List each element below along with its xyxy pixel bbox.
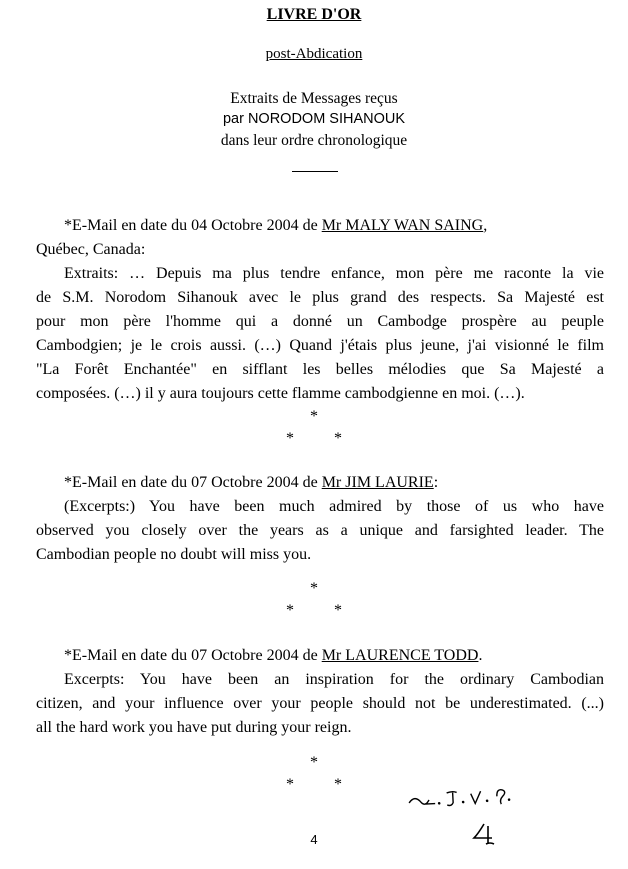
star-pair: * * — [286, 776, 360, 793]
entry-location: Québec, Canada: — [36, 241, 146, 258]
entry-line: Cambodgien; je le crois aussi. (…) Quand j'étais plus jeune, j'ai visionné le film — [36, 337, 604, 354]
entry-line: composées. (…) il y aura toujours cette flamme cambodgienne en moi. (…). — [36, 385, 525, 402]
entry-prefix: *E-Mail en date du 07 Octobre 2004 de — [64, 647, 322, 664]
page-subtitle: post-Abdication — [265, 46, 363, 62]
entry-suffix: . — [478, 647, 483, 664]
entry-line: observed you closely over the years as a unique and farsighted leader. The — [36, 522, 604, 539]
star-pair: * * — [286, 602, 360, 619]
separator-stars — [0, 578, 628, 622]
entry-line: (Excerpts:) You have been much admired by those of us who have — [64, 498, 604, 515]
sender-name: Mr JIM LAURIE — [321, 474, 434, 491]
separator-stars — [0, 406, 628, 450]
entry-heading — [36, 644, 604, 668]
page-title: LIVRE D'OR — [266, 6, 362, 23]
entry-line: pour mon père l'homme qui a donné un Cambodge prospère au peuple — [36, 313, 604, 330]
intro-line: Extraits de Messages reçus — [230, 90, 398, 107]
entry-line: de S.M. Norodom Sihanouk avec le plus grand des respects. Sa Majesté est — [36, 289, 604, 306]
sender-name: Mr LAURENCE TODD — [321, 647, 479, 664]
star-pair: * * — [286, 430, 360, 447]
signature-scribble-icon — [404, 781, 525, 813]
entry-heading — [36, 471, 604, 495]
entry-jim-laurie — [36, 471, 604, 567]
entry-line: citizen, and your influence over your people should not be underestimated. (...) — [36, 695, 604, 712]
signature — [404, 781, 525, 818]
intro-line: par NORODOM SIHANOUK — [222, 111, 406, 127]
intro-block — [0, 88, 628, 151]
star: * — [310, 580, 318, 597]
entry-line: Excerpts: You have been an inspiration for the ordinary Cambodian — [64, 671, 604, 688]
entry-laurence-todd — [36, 644, 604, 740]
sender-name: Mr MALY WAN SAING — [321, 217, 484, 234]
entry-prefix: *E-Mail en date du 04 Octobre 2004 de — [64, 217, 322, 234]
intro-line: dans leur ordre chronologique — [220, 132, 408, 149]
entry-line: Extraits: … Depuis ma plus tendre enfance, mon père me raconte la vie — [64, 265, 604, 282]
entry-heading — [36, 214, 604, 238]
entry-suffix: : — [433, 474, 439, 491]
star: * — [310, 754, 318, 771]
entry-line: all the hard work you have put during your reign. — [36, 719, 352, 736]
divider — [292, 171, 338, 172]
page-number: 4 — [310, 832, 318, 847]
separator-stars — [0, 752, 628, 796]
star: * — [310, 408, 318, 425]
entry-suffix: , — [483, 217, 488, 234]
entry-line: "La Forêt Enchantée" en sifflant les belles mélodies que Sa Majesté a — [36, 361, 604, 378]
entry-line: Cambodian people no doubt will miss you. — [36, 546, 312, 563]
entry-maly-wan-saing — [36, 214, 604, 406]
entry-prefix: *E-Mail en date du 07 Octobre 2004 de — [64, 474, 322, 491]
